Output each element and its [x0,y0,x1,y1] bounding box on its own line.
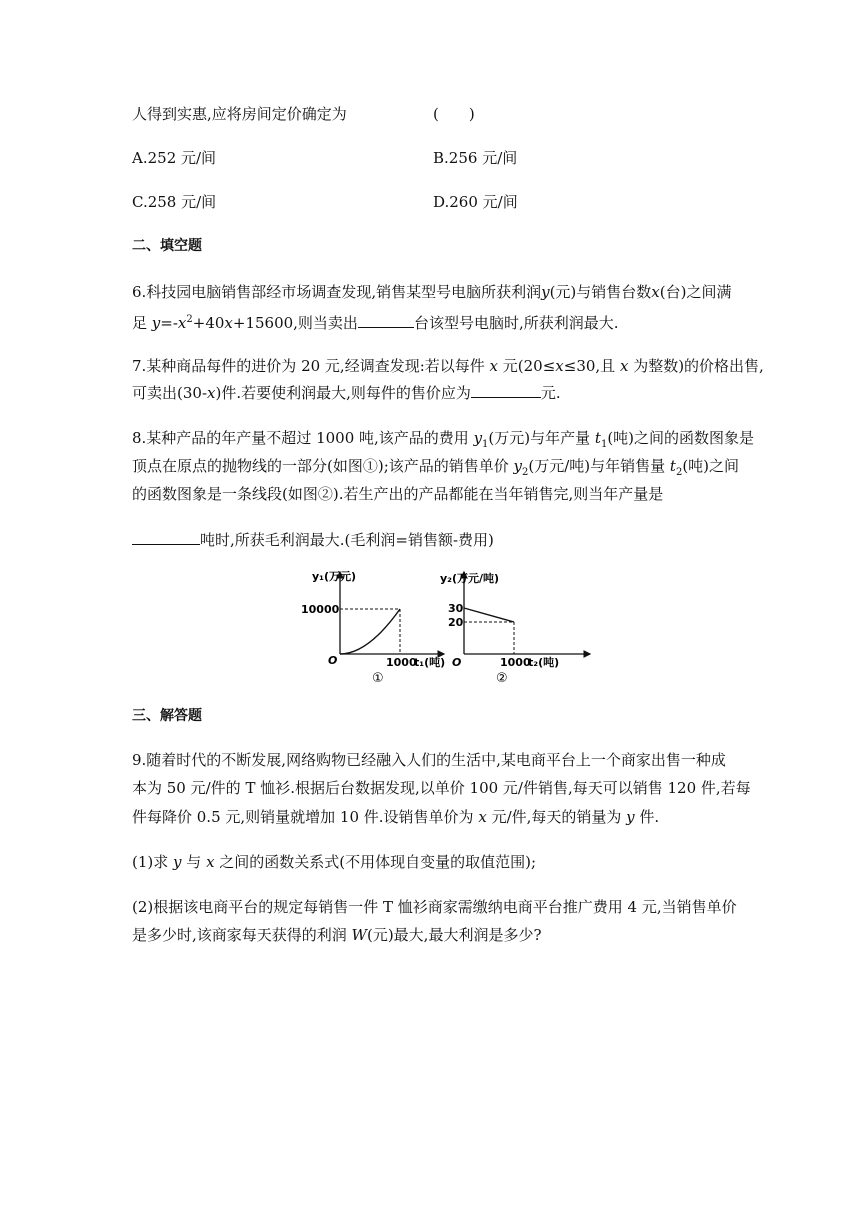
q6-line-1: 6.科技园电脑销售部经市场调查发现,销售某型号电脑所获利润y(元)与销售台数x(台)之间满 [132,283,732,301]
figure-1-cost-graph [298,566,448,688]
q8-line-1: 8.某种产品的年产量不超过 1000 吨,该产品的费用 $y_1$(万元)与年产量 $t_1$(吨)之间的函数图象是 [132,429,755,450]
q8-line-3: 的函数图象是一条线段(如图②).若生产出的产品都能在当年销售完,则当年产量是 [132,485,664,503]
fig2-x-tick: 1000 [500,656,531,669]
q8-line-4: 吨时,所获毛利润最大.(毛利润=销售额-费用) [132,530,494,550]
q9-line-3: 件每降价 0.5 元,则销量就增加 10 件.设销售单价为 x 元/件,每天的销量为 y 件. [132,808,660,826]
q9-part-1: (1)求 y 与 x 之间的函数关系式(不用体现自变量的取值范围); [132,853,537,871]
q5-option-d: D.260 元/间 [433,193,518,211]
fig2-origin: O [452,656,462,669]
fig1-y-tick: 10000 [301,603,340,616]
q6-line-2: 足 $y=-x^2+40x+15600$,则当卖出 台该型号电脑时,所获利润最大. [132,314,619,332]
q6-answer-blank[interactable] [358,313,414,328]
fig1-parabola-curve [340,609,400,654]
q8-answer-blank[interactable] [132,530,200,545]
figure-2-price-graph [440,570,600,688]
fig1-caption: ① [372,671,384,686]
section-fill-blank-heading: 二、填空题 [132,238,202,254]
fig1-origin: O [328,654,338,667]
fig2-y-tick-20: 20 [448,616,464,629]
q5-answer-paren: ( ) [433,105,475,123]
fig1-y-label: y₁(万元) [312,570,357,583]
q7-answer-blank[interactable] [471,383,541,398]
q5-option-b: B.256 元/间 [433,149,518,167]
q8-line-2: 顶点在原点的抛物线的一部分(如图①);该产品的销售单价 $y_2$(万元/吨)与年销售量 $t_2$(吨)之间 [132,457,740,478]
fig1-x-label: t₁(吨) [414,656,446,669]
q7-line-1: 7.某种商品每件的进价为 20 元,经调查发现:若以每件 x 元(20≤x≤30,且 x 为整数)的价格出售, [132,357,764,375]
q9-line-1: 9.随着时代的不断发展,网络购物已经融入人们的生活中,某电商平台上一个商家出售一种成 [132,751,726,769]
q9-part-2-line-2: 是多少时,该商家每天获得的利润 W(元)最大,最大利润是多少? [132,926,542,944]
fig2-y-label: y₂(万元/吨) [440,572,500,585]
q5-text: 人得到实惠,应将房间定价确定为 [132,105,347,123]
fig2-caption: ② [496,671,508,686]
fig2-y-tick-30: 30 [448,602,464,615]
q9-line-2: 本为 50 元/件的 T 恤衫.根据后台数据发现,以单价 100 元/件销售,每天可以销售 120 件,若每 [132,779,751,797]
fig2-price-segment [464,608,514,622]
section-answer-heading: 三、解答题 [132,708,202,724]
q7-line-2: 可卖出(30-x)件.若要使利润最大,则每件的售价应为 元. [132,384,561,402]
fig1-x-tick: 1000 [386,656,417,669]
q5-option-a: A.252 元/间 [132,149,217,167]
fig2-x-label: t₂(吨) [528,656,560,669]
q9-part-2-line-1: (2)根据该电商平台的规定每销售一件 T 恤衫商家需缴纳电商平台推广费用 4 元,当销售单价 [132,898,737,916]
q5-option-c: C.258 元/间 [132,193,217,211]
